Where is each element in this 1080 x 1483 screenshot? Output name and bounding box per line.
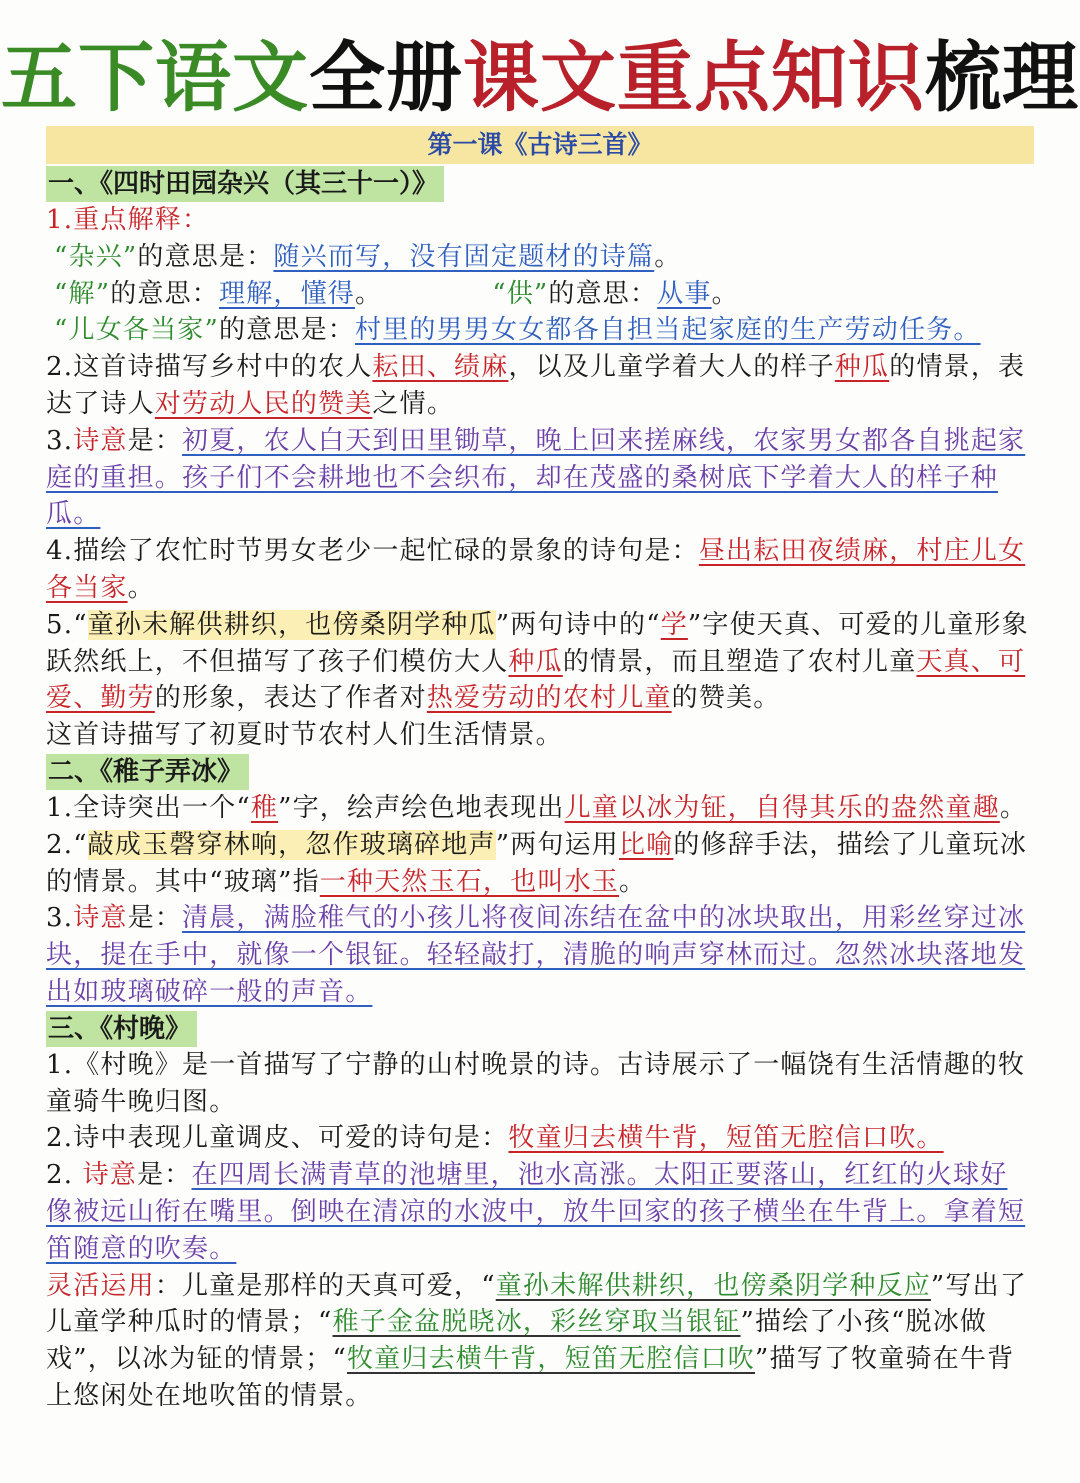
text: 的意思： [110, 278, 219, 309]
paragraph [46, 900, 1034, 1010]
paragraph [46, 1268, 1034, 1415]
highlight: 稚 [250, 792, 279, 823]
content [46, 126, 1034, 1415]
answer: 理解，懂得 [219, 278, 356, 309]
label-red: 诗意 [82, 1160, 138, 1191]
paragraph [46, 349, 1034, 423]
quote-highlight: 童孙未解供耕织，也傍桑阴学种瓜 [87, 609, 496, 640]
poem-meaning: 在四周长满青草的池塘里，池水高涨。太阳正要落山，红红的火球好像被远山衔在嘴里。倒映在清凉的水波中，放牛回家的孩子横坐在牛背上。拿着短笛随意的吹奏。 [46, 1160, 1026, 1264]
paragraph [46, 533, 1034, 607]
poem-meaning: 清晨，满脸稚气的小孩儿将夜间冻结在盆中的冰块取出，用彩丝穿过冰块，提在手中，就像一个银钲。轻轻敲打，清脆的响声穿林而过。忽然冰块落地发出如玻璃破碎一般的声音。 [46, 903, 1026, 1007]
text: 。 [654, 241, 682, 272]
answer: 随兴而写，没有固定题材的诗篇 [273, 241, 655, 272]
text: 5.“ [46, 609, 88, 640]
text: 。 [127, 572, 155, 603]
highlight: 牧童归去横牛背，短笛无腔信口吹。 [508, 1123, 944, 1154]
highlight: 学 [660, 609, 688, 640]
label-red: 灵活运用 [46, 1270, 155, 1301]
text: 2.诗中表现儿童调皮、可爱的诗句是： [46, 1123, 509, 1154]
text: 的赞美。 [671, 683, 781, 714]
text: ”两句运用 [495, 829, 620, 860]
highlight: 比喻 [619, 829, 674, 860]
highlight: 一种天然玉石，也叫水玉 [319, 866, 619, 897]
section-heading-3: 三、《村晚》 [46, 1011, 197, 1047]
term: “供” [492, 278, 549, 309]
text: 。 [355, 278, 383, 309]
highlight: 热爱劳动的农村儿童 [426, 683, 672, 714]
text: 2.“ [46, 829, 88, 860]
text: 。 [711, 278, 739, 309]
text: 。 [999, 792, 1028, 823]
text: ”写出了儿童学种瓜时的情景；“ [46, 1270, 1028, 1338]
text: 3. [46, 903, 74, 934]
text: ： [154, 1270, 183, 1301]
term: “儿女各当家” [54, 315, 219, 346]
text: 的情景，表达了诗人 [46, 352, 1026, 419]
text: 的情景，而且塑造了农村儿童 [562, 646, 917, 677]
highlight: 耘田、绩麻 [372, 352, 509, 383]
explanation-line [46, 276, 1034, 313]
poem-meaning: 初夏，农人白天到田里锄草，晚上回来搓麻线，农家男女都各自挑起家庭的重担。孩子们不会耕地也不会织布，却在茂盛的桑树底下学着大人的样子种瓜。 [46, 425, 1026, 530]
title-part-dark: 全册 [309, 33, 463, 122]
page-title [0, 30, 1080, 126]
section-heading-2: 二、《稚子弄冰》 [46, 754, 249, 790]
text: 之情。 [372, 388, 455, 419]
text: ”描绘了小孩“脱冰做戏”，以冰为钲的情景；“ [46, 1307, 988, 1375]
text: 儿童是那样的天真可爱，“ [182, 1270, 496, 1301]
text: 的修辞手法，描绘了儿童玩冰的情景。其中“玻璃”指 [46, 829, 1028, 897]
explanation-line [46, 239, 1034, 276]
text: 的形象，表达了作者对 [154, 683, 427, 714]
text: 的意思是： [137, 241, 274, 272]
text: 的意思： [548, 278, 658, 309]
text: ”字，绘声绘色地表现出 [278, 792, 565, 823]
text: 。 [619, 866, 647, 897]
text: ”两句诗中的“ [495, 609, 661, 640]
explanation-line [46, 312, 1034, 349]
text: 是： [137, 1160, 192, 1191]
answer: 村里的男男女女都各自担当起家庭的生产劳动任务。 [355, 315, 981, 346]
highlight: 昼出耘田夜绩麻，村庄儿女各当家 [46, 536, 1026, 603]
section-heading-1: 一、《四时田园杂兴（其三十一）》 [46, 166, 444, 202]
lesson-heading: 第一课《古诗三首》 [46, 126, 1034, 164]
quote-green: 稚子金盆脱晓冰，彩丝穿取当银钲 [332, 1307, 741, 1338]
text: 3. [46, 425, 74, 456]
paragraph: 1.《村晚》是一首描写了宁静的山村晚景的诗。古诗展示了一幅饶有生活情趣的牧童骑牛晚归图。 [46, 1049, 1026, 1117]
term: “解” [54, 278, 111, 309]
paragraph [46, 423, 1034, 533]
title-part-red: 课文重点知识 [463, 33, 925, 122]
highlight: 儿童以冰为钲，自得其乐的盎然童趣 [564, 792, 1000, 823]
paragraph [46, 607, 1034, 717]
text: 是： [127, 425, 183, 456]
text: ”描写了牧童骑在牛背上悠闲处在地吹笛的情景。 [46, 1344, 1015, 1411]
text: 2.这首诗描写乡村中的农人 [46, 352, 373, 383]
key-explanations-label [46, 202, 1034, 239]
quote-highlight: 敲成玉磬穿林响，忽作玻璃碎地声 [87, 829, 496, 860]
quote-green: 牧童归去横牛背，短笛无腔信口吹 [346, 1344, 755, 1375]
text: 2. [46, 1160, 83, 1191]
title-part-dark-2: 梳理 [925, 33, 1079, 122]
text: ，以及儿童学着大人的样子 [508, 352, 835, 383]
term: “杂兴” [54, 241, 138, 272]
quote-green: 童孙未解供耕织，也傍桑阴学种反应 [495, 1270, 931, 1301]
paragraph [46, 1120, 1034, 1157]
label-red: 诗意 [73, 425, 128, 456]
paragraph [46, 790, 1034, 827]
label-red: 1.重点解释： [46, 205, 210, 235]
paragraph [46, 827, 1034, 901]
highlight: 对劳动人民的赞美 [154, 388, 373, 419]
label-red: 诗意 [73, 903, 128, 934]
text: ”字使天真、可爱的儿童形象跃然纸上，不但描写了孩子们模仿大人 [46, 609, 1029, 677]
text: 1.全诗突出一个“ [46, 792, 251, 823]
highlight: 种瓜 [834, 352, 890, 383]
text: 4.描绘了农忙时节男女老少一起忙碌的景象的诗句是： [46, 536, 699, 567]
answer: 从事 [657, 278, 712, 309]
text: 是： [127, 903, 183, 934]
paragraph: 这首诗描写了初夏时节农村人们生活情景。 [46, 720, 563, 751]
paragraph [46, 1157, 1034, 1267]
highlight: 天真、可爱、勤劳 [46, 646, 1026, 714]
title-part-green: 五下语文 [1, 33, 309, 122]
highlight: 种瓜 [508, 646, 563, 677]
text: 的意思是： [218, 315, 355, 346]
